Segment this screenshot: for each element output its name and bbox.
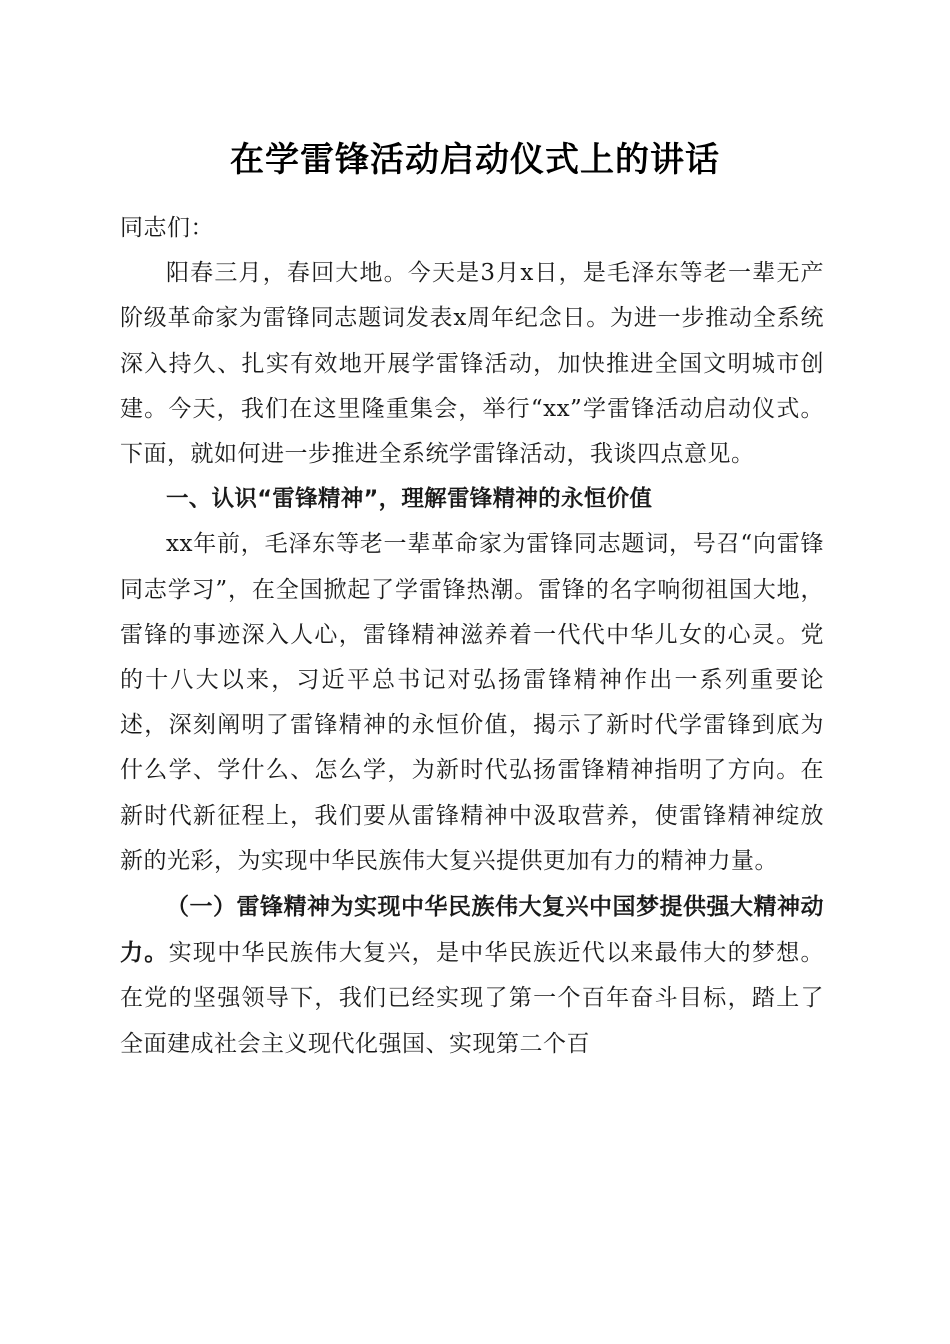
salutation: 同志们：: [120, 215, 214, 241]
subsection-heading-1: （一）雷锋精神为实现中华民族伟大复兴中国梦提供强大精神动力。: [120, 893, 824, 967]
document-title: 在学雷锋活动启动仪式上的讲话: [230, 140, 720, 180]
paragraph-subsection-1: [120, 884, 824, 1067]
paragraph-section-1: xx年前，毛泽东等老一辈革命家为雷锋同志题词，号召“向雷锋同志学习”，在全国掀起了学雷锋热潮。雷锋的名字响彻祖国大地，雷锋的事迹深入人心，雷锋精神滋养着一代代中华儿女的心灵。党的十八大以来，习近平总书记对弘扬雷锋精神作出一系列重要论述，深刻阐明了雷锋精神的永恒价值，揭示了新时代学雷锋到底为什么学、学什么、怎么学，为新时代弘扬雷锋精神指明了方向。在新时代新征程上，我们要从雷锋精神中汲取营养，使雷锋精神绽放新的光彩，为实现中华民族伟大复兴提供更加有力的精神力量。: [120, 531, 824, 874]
document-body: [120, 206, 824, 1067]
subsection-text-1: 实现中华民族伟大复兴，是中华民族近代以来最伟大的梦想。在党的坚强领导下，我们已经实现了第一个百年奋斗目标，踏上了全面建成社会主义现代化强国、实现第二个百: [120, 940, 825, 1057]
paragraph-intro: 阳春三月，春回大地。今天是3月x日，是毛泽东等老一辈无产阶级革命家为雷锋同志题词发表x周年纪念日。为进一步推动全系统深入持久、扎实有效地开展学雷锋活动，加快推进全国文明城市创建。今天，我们在这里隆重集会，举行“xx”学雷锋活动启动仪式。下面，就如何进一步推进全系统学雷锋活动，我谈四点意见。: [120, 260, 824, 468]
section-heading-1: 一、认识“雷锋精神”，理解雷锋精神的永恒价值: [166, 486, 653, 513]
